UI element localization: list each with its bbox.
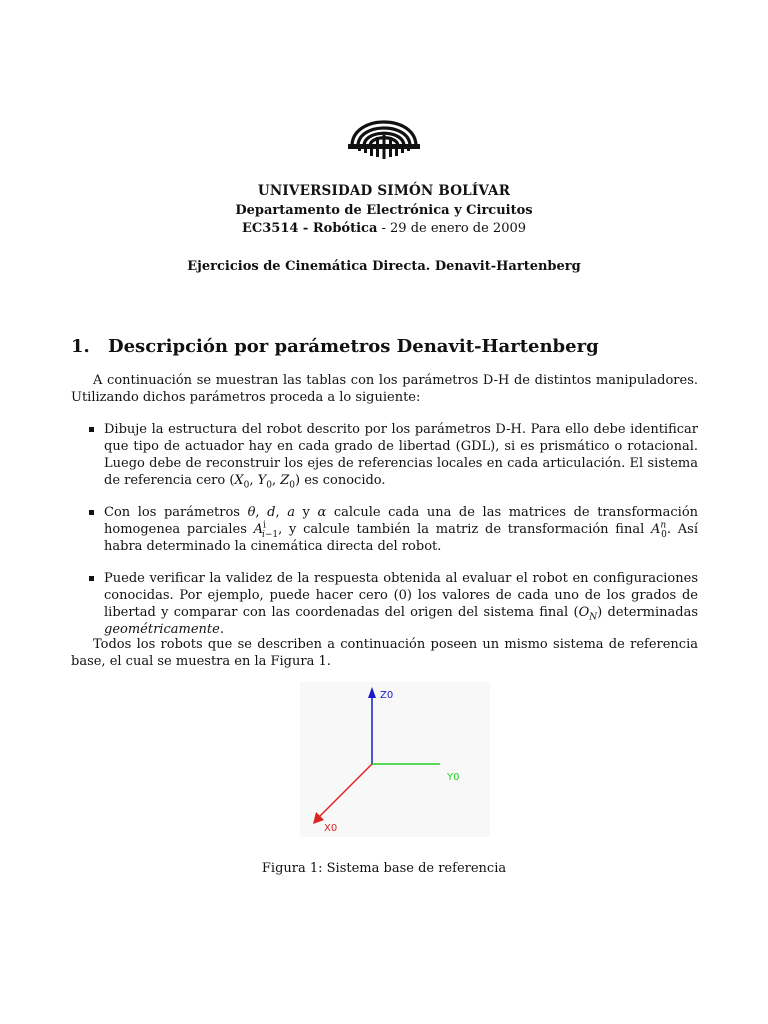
z-axis-label: Z0 [380,690,394,701]
course-line [0,221,768,236]
section-title: Descripción por parámetros Denavit-Hartenberg [108,336,599,357]
bullet-3-text-a: Puede verificar la validez de la respuesta obtenida al evaluar el robot en configuraciones conocidas. Por ejemplo, puede hacer cero (0) los valores de cada uno de los grados de libertad y comparar con las coordenadas del origen del sistema final [104,571,698,620]
course-code: EC3514 - Robótica [241,221,378,236]
course-date: - 29 de enero de 2009 [377,221,527,236]
bullet-icon [89,576,94,581]
list-item: Dibuje la estructura del robot descrito por los parámetros D-H. Para ello debe identificar que tipo de actuador hay en cada grado de libertad (GDL), si es prismático o rotacional. Luego debe de reconstruir los ejes de referencias locales en cada articulación. El sistema de referencia cero ($X_0$, $Y_0$, $Z_0$) es conocido. [88,421,698,489]
bullet-2-text-d: . Así habra determinado la cinemática directa del robot. [104,522,698,554]
bullet-2-text-a: Con los parámetros [104,505,248,520]
closing-paragraph: Todos los robots que se describen a continuación poseen un mismo sistema de referencia base, el cual se muestra en la Figura 1. [71,637,698,669]
bullet-3-text-b: determinadas [602,605,699,620]
list-item: Con los parámetros θ, d, a y α calcule cada una de las matrices de transformación homogenea parciales $A^i_{i-1}$, y calcule también la matriz de transformación final $A^n_0$. Así habra determinado la cinemática directa del robot. [88,504,698,555]
bullet-2-text-b: calcule cada una de las matrices de transformación homogenea parciales [104,505,699,537]
intro-paragraph: A continuación se muestran las tablas con los parámetros D-H de distintos manipuladores. Utilizando dichos parámetros proceda a lo siguiente: [71,373,698,405]
y-axis-label: Y0 [447,772,460,783]
section-number: 1. [71,336,90,357]
x-axis-label: X0 [324,823,338,834]
department-name: Departamento de Electrónica y Circuitos [235,203,533,218]
university-name: UNIVERSIDAD SIMÓN BOLÍVAR [257,183,511,199]
bullet-1-tail: es conocido. [300,473,386,488]
bullet-3-emphasis: geométricamente [104,622,220,637]
section-heading [71,336,599,357]
figure-caption: Figura 1: Sistema base de referencia [261,861,507,876]
bullet-1-text: Dibuje la estructura del robot descrito por los parámetros D-H. Para ello debe identificar que tipo de actuador hay en cada grado de libertad (GDL), si es prismático o rotacional. Luego debe de reconstruir los ejes de referencias locales en cada articulación. El sistema de referencia cero [104,422,698,488]
bullet-2-text-c: , y calcule también la matriz de transformación final [278,522,651,537]
bullet-3-text-d: . [219,622,224,637]
instruction-list [88,421,698,658]
document-subtitle: Ejercicios de Cinemática Directa. Denavit-Hartenberg [187,259,581,274]
bullet-icon [89,510,94,515]
figure-background [300,682,490,837]
bullet-icon [89,427,94,432]
list-item: Puede verificar la validez de la respuesta obtenida al evaluar el robot en configuraciones conocidas. Por ejemplo, puede hacer cero (0) los valores de cada uno de los grados de libertad y comparar con las coordenadas del origen del sistema final $(O_N)$ determinadas geométricamente. [88,570,698,638]
university-logo [346,100,422,162]
reference-frame-figure [300,682,490,837]
